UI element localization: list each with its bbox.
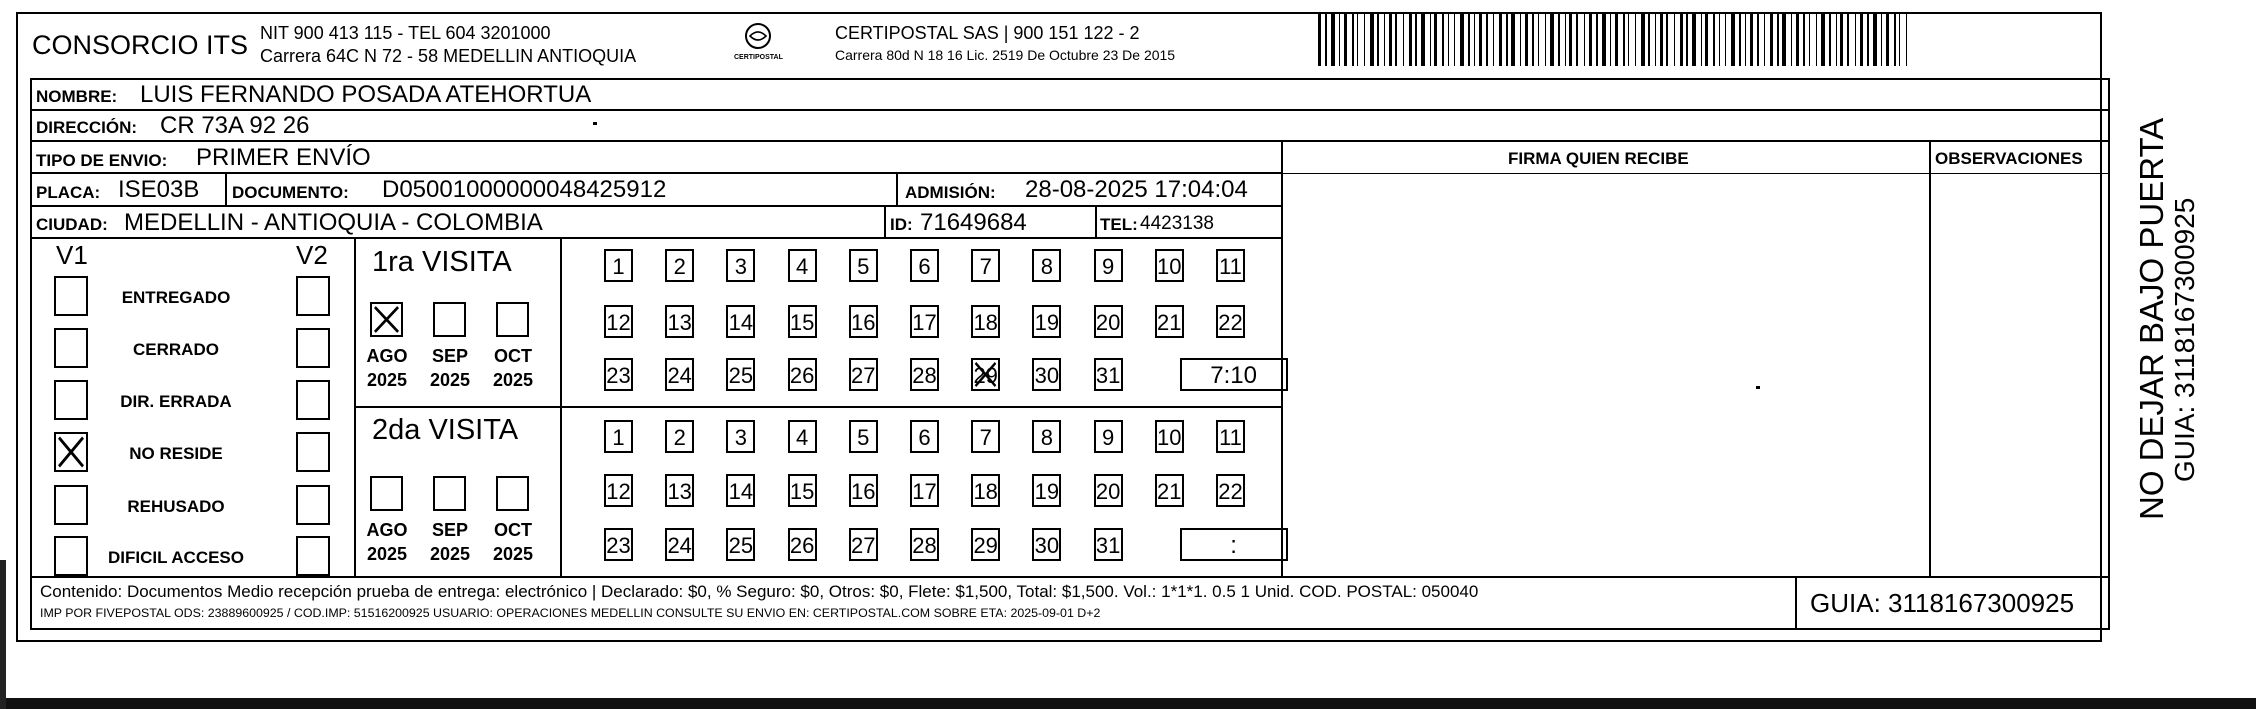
second-visit-title: 2da VISITA <box>372 414 519 446</box>
day-box[interactable]: 23 <box>604 528 633 561</box>
direccion-label: DIRECCIÓN: <box>36 118 138 137</box>
day-box[interactable]: 9 <box>1094 420 1123 453</box>
year-label: 2025 <box>492 544 534 564</box>
status-label: CERRADO <box>133 340 219 359</box>
month-label: OCT <box>494 346 532 366</box>
month-label: AGO <box>366 346 408 366</box>
day-box[interactable]: 28 <box>910 358 939 391</box>
firma-label: FIRMA QUIEN RECIBE <box>1508 149 1689 168</box>
admision-label: ADMISIÓN: <box>905 183 996 202</box>
day-box[interactable]: 18 <box>971 474 1000 507</box>
day-box[interactable]: 19 <box>1032 474 1061 507</box>
day-box[interactable]: 1 <box>604 249 633 282</box>
rule <box>30 628 2110 630</box>
v1-checkbox[interactable] <box>54 536 88 576</box>
day-box[interactable]: 17 <box>910 474 939 507</box>
scan-left-edge <box>0 560 6 709</box>
status-label: REHUSADO <box>127 497 225 516</box>
tel-label: TEL: <box>1100 215 1138 234</box>
id-label: ID: <box>890 215 913 234</box>
v2-checkbox[interactable] <box>296 276 330 316</box>
day-box[interactable]: 4 <box>788 420 817 453</box>
tel-value: 4423138 <box>1140 213 1214 234</box>
company-line1: NIT 900 413 115 - TEL 604 3201000 <box>260 23 551 43</box>
day-box[interactable]: 15 <box>788 305 817 338</box>
v1-checkbox[interactable] <box>54 380 88 420</box>
day-box[interactable]: 13 <box>665 474 694 507</box>
day-box[interactable]: 6 <box>910 249 939 282</box>
day-box[interactable]: 7 <box>971 420 1000 453</box>
day-box[interactable]: 8 <box>1032 420 1061 453</box>
carrier-line2: Carrera 80d N 18 16 Lic. 2519 De Octubre 23 De 2015 <box>835 47 1176 63</box>
day-box[interactable]: 31 <box>1094 528 1123 561</box>
company-line2: Carrera 64C N 72 - 58 MEDELLIN ANTIOQUIA <box>260 46 637 66</box>
observaciones-label: OBSERVACIONES <box>1935 149 2083 168</box>
day-box[interactable]: 11 <box>1216 249 1245 282</box>
v2-checkbox[interactable] <box>296 432 330 472</box>
rule <box>896 172 898 205</box>
v2-checkbox[interactable] <box>296 380 330 420</box>
v1-checkbox[interactable] <box>54 432 88 472</box>
documento-label: DOCUMENTO: <box>232 183 349 202</box>
placa-value: ISE03B <box>118 176 200 203</box>
day-box[interactable]: 3 <box>726 249 755 282</box>
day-box[interactable]: 29 <box>971 528 1000 561</box>
day-box[interactable]: 14 <box>726 474 755 507</box>
day-box[interactable]: 16 <box>849 474 878 507</box>
visit-time-box[interactable]: : <box>1180 528 1288 561</box>
day-box[interactable]: 7 <box>971 249 1000 282</box>
carrier-line1: CERTIPOSTAL SAS | 900 151 122 - 2 <box>835 23 1140 43</box>
status-label: NO RESIDE <box>129 444 223 463</box>
rule <box>30 172 1281 174</box>
day-box[interactable]: 30 <box>1032 528 1061 561</box>
day-box[interactable]: 11 <box>1216 420 1245 453</box>
v1-checkbox[interactable] <box>54 328 88 368</box>
certipostal-logo <box>728 20 788 66</box>
day-box[interactable]: 8 <box>1032 249 1061 282</box>
day-box[interactable]: 20 <box>1094 474 1123 507</box>
year-label: 2025 <box>366 544 408 564</box>
day-box[interactable]: 16 <box>849 305 878 338</box>
company-name: CONSORCIO ITS <box>32 30 249 60</box>
rule <box>30 576 2110 578</box>
stray-mark <box>593 122 597 125</box>
documento-value: D05001000000048425912 <box>382 176 667 203</box>
rule <box>1281 173 2110 174</box>
day-box[interactable]: 24 <box>665 358 694 391</box>
month-label: AGO <box>366 520 408 540</box>
v1-checkbox[interactable] <box>54 276 88 316</box>
v2-checkbox[interactable] <box>296 485 330 525</box>
v1-label: V1 <box>56 240 88 270</box>
direccion-value: CR 73A 92 26 <box>160 112 310 139</box>
day-box[interactable]: 2 <box>665 420 694 453</box>
x-mark-icon <box>372 304 401 335</box>
day-box[interactable]: 31 <box>1094 358 1123 391</box>
year-label: 2025 <box>366 370 408 390</box>
rule <box>30 237 1281 239</box>
day-box[interactable]: 10 <box>1155 249 1184 282</box>
rule <box>2108 78 2110 630</box>
day-box[interactable]: 1 <box>604 420 633 453</box>
ciudad-label: CIUDAD: <box>36 215 108 234</box>
rule <box>30 140 2110 142</box>
day-box[interactable]: 19 <box>1032 305 1061 338</box>
day-box[interactable]: 21 <box>1155 305 1184 338</box>
visit-time-box[interactable]: 7:10 <box>1180 358 1288 391</box>
placa-label: PLACA: <box>36 183 101 202</box>
v2-label: V2 <box>296 240 328 270</box>
day-box[interactable] <box>971 358 1000 391</box>
day-box[interactable]: 27 <box>849 358 878 391</box>
status-label: ENTREGADO <box>121 288 231 307</box>
rule <box>30 109 2110 111</box>
v1-checkbox[interactable] <box>54 485 88 525</box>
month-checkbox[interactable] <box>496 476 529 511</box>
day-box[interactable]: 27 <box>849 528 878 561</box>
x-mark-icon <box>56 434 86 470</box>
v2-checkbox[interactable] <box>296 536 330 576</box>
rule <box>30 78 2110 80</box>
tipo-envio-label: TIPO DE ENVIO: <box>36 151 168 170</box>
year-label: 2025 <box>429 370 471 390</box>
month-label: SEP <box>431 520 469 540</box>
day-box[interactable]: 25 <box>726 358 755 391</box>
month-checkbox[interactable] <box>496 302 529 337</box>
rule <box>30 205 1281 207</box>
rule <box>225 172 227 205</box>
footer-guia: GUIA: 3118167300925 <box>1810 588 2075 618</box>
day-box[interactable]: 5 <box>849 420 878 453</box>
year-label: 2025 <box>492 370 534 390</box>
side-guia: GUIA: 3118167300925 <box>2169 197 2200 482</box>
nombre-value: LUIS FERNANDO POSADA ATEHORTUA <box>140 81 592 108</box>
footer-line2: IMP POR FIVEPOSTAL ODS: 23889600925 / COD.IMP: 51516200925 USUARIO: OPERACIONES MEDELLIN CONSULTE SU ENVIO EN: CERTIPOSTAL.COM SOBRE ETA: 2025-09-01 D+2 <box>40 606 1101 620</box>
month-checkbox[interactable] <box>370 302 403 337</box>
day-box[interactable]: 24 <box>665 528 694 561</box>
day-box[interactable]: 13 <box>665 305 694 338</box>
day-box[interactable]: 26 <box>788 358 817 391</box>
stray-mark <box>1756 386 1760 389</box>
day-box[interactable]: 12 <box>604 305 633 338</box>
month-checkbox[interactable] <box>433 302 466 337</box>
status-label: DIFICIL ACCESO <box>107 548 244 567</box>
day-box[interactable]: 21 <box>1155 474 1184 507</box>
day-box[interactable]: 22 <box>1216 474 1245 507</box>
rule <box>884 205 886 237</box>
first-visit-title: 1ra VISITA <box>372 246 512 278</box>
ciudad-value: MEDELLIN - ANTIOQUIA - COLOMBIA <box>124 209 543 236</box>
day-box[interactable]: 30 <box>1032 358 1061 391</box>
day-box[interactable]: 26 <box>788 528 817 561</box>
year-label: 2025 <box>429 544 471 564</box>
admision-value: 28-08-2025 17:04:04 <box>1025 176 1248 203</box>
day-box[interactable]: 4 <box>788 249 817 282</box>
side-warning: NO DEJAR BAJO PUERTA <box>2133 117 2170 520</box>
day-box[interactable]: 15 <box>788 474 817 507</box>
day-box[interactable]: 28 <box>910 528 939 561</box>
day-box[interactable]: 20 <box>1094 305 1123 338</box>
barcode <box>1318 14 1910 66</box>
rule <box>30 78 32 630</box>
rule <box>1795 576 1797 628</box>
rule <box>1095 205 1097 237</box>
day-box[interactable]: 10 <box>1155 420 1184 453</box>
month-label: SEP <box>431 346 469 366</box>
nombre-label: NOMBRE: <box>36 87 118 106</box>
month-checkbox[interactable] <box>370 476 403 511</box>
logo-text: CERTIPOSTAL <box>734 54 783 61</box>
day-box[interactable]: 3 <box>726 420 755 453</box>
footer-line1: Contenido: Documentos Medio recepción prueba de entrega: electrónico | Declarado: $0, % Seguro: $0, Otros: $0, Flete: $1,500, Total: $1,500. Vol.: 1*1*1. 0.5 1 Unid. COD. POSTAL: 050040 <box>40 582 1479 601</box>
rule <box>1929 140 1931 576</box>
rule <box>354 406 1281 408</box>
day-box[interactable]: 12 <box>604 474 633 507</box>
day-box[interactable]: 22 <box>1216 305 1245 338</box>
id-value: 71649684 <box>920 209 1027 236</box>
day-box[interactable]: 14 <box>726 305 755 338</box>
tipo-envio-value: PRIMER ENVÍO <box>196 144 371 171</box>
day-box[interactable]: 25 <box>726 528 755 561</box>
day-box[interactable]: 6 <box>910 420 939 453</box>
day-box[interactable]: 5 <box>849 249 878 282</box>
day-box[interactable]: 17 <box>910 305 939 338</box>
day-box[interactable]: 9 <box>1094 249 1123 282</box>
v2-checkbox[interactable] <box>296 328 330 368</box>
month-label: OCT <box>494 520 532 540</box>
status-label: DIR. ERRADA <box>120 392 232 411</box>
day-box[interactable]: 23 <box>604 358 633 391</box>
scan-bottom-edge <box>0 698 2256 709</box>
day-box[interactable]: 2 <box>665 249 694 282</box>
day-box[interactable]: 18 <box>971 305 1000 338</box>
month-checkbox[interactable] <box>433 476 466 511</box>
day-number: 29 <box>973 363 998 388</box>
